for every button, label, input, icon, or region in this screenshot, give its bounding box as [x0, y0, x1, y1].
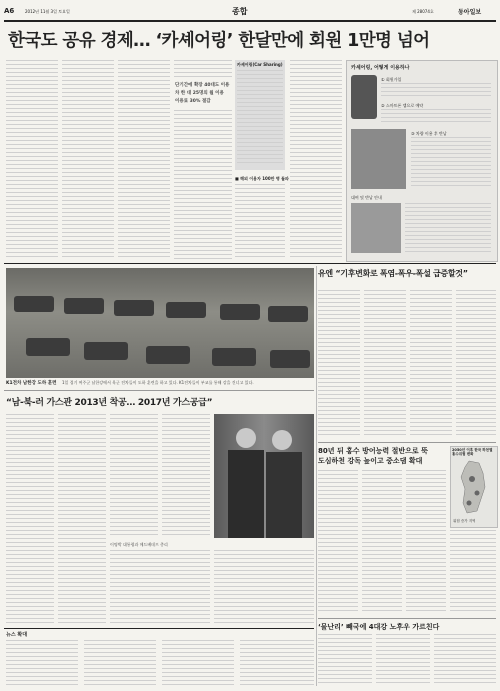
- step-3-text: [411, 137, 491, 187]
- flood-body-col-3: [406, 470, 446, 614]
- infographic-caption: 대여 및 반납 안내: [351, 195, 382, 200]
- paper-name: 동아일보: [458, 9, 482, 16]
- lead-body-col-2: [62, 60, 114, 260]
- highlight-2: 차 한 대 25명의 월 이용: [175, 91, 224, 96]
- summit-photo-caption: 이명박 대통령과 메드베데프 총리: [110, 542, 168, 547]
- un-body-col-4: [456, 290, 496, 438]
- un-headline: 유엔 “기후변화로 폭염-폭우-폭설 급증할것”: [318, 269, 468, 278]
- infographic-title: 카셰어링, 어떻게 이용하나: [351, 65, 410, 71]
- lead-body-col-4b: [174, 110, 232, 260]
- step-1-text: [381, 83, 491, 99]
- step-3: ③ 차량 이용 후 반납: [411, 131, 447, 136]
- highlight-3: 이용료 30% 절감: [175, 99, 211, 104]
- map-title: 2050년 이후 한국 하천별 홍수위험 변화: [452, 448, 493, 456]
- flood-map-box: [450, 446, 498, 528]
- briefs-title: 뉴스 확대: [6, 632, 28, 638]
- briefs-rule: [4, 628, 314, 629]
- gas-body-col-1: [6, 414, 54, 624]
- lead-subhead: ■ 해외 이용자 100만 명 돌파: [235, 176, 289, 181]
- briefs-col-3: [162, 640, 234, 686]
- lead-info-box: [235, 60, 285, 170]
- map-legend: 위험 증가 지역: [453, 519, 476, 523]
- lead-body-col-4a: [174, 60, 232, 78]
- korea-map: [457, 459, 491, 515]
- un-body-col-1: [318, 290, 360, 438]
- gas-headline: “남-북-러 가스관 2013년 착공… 2017년 가스공급”: [6, 398, 213, 408]
- river-body-col-1: [318, 634, 372, 686]
- issue-date: 2012년 11월 3일 토요일: [25, 9, 70, 14]
- lead-body-col-3: [118, 60, 170, 260]
- briefs-col-4: [240, 640, 314, 686]
- step-1: ① 회원가입: [381, 77, 402, 82]
- lead-body-col-1: [6, 60, 58, 260]
- carsharing-infographic: [346, 60, 498, 262]
- info-box-title: 카셰어링(Car Sharing): [237, 62, 283, 67]
- lead-body-col-6: [290, 60, 342, 260]
- lead-headline: 한국도 공유 경제… ‘카셰어링’ 한달만에 회원 1만명 넘어: [8, 31, 430, 51]
- section-divider-1: [4, 263, 496, 264]
- flood-headline: 80년 뒤 홍수 방어능력 절반으로 뚝: [318, 447, 428, 455]
- gas-body-col-6: [214, 550, 314, 624]
- flood-body-col-1: [318, 470, 358, 614]
- river-body-col-3: [434, 634, 496, 686]
- flood-body-col-2: [362, 470, 402, 614]
- un-body-col-3: [410, 290, 452, 438]
- issue-number: 제 28074호: [412, 9, 434, 14]
- flood-headline-2: 도심하천 강독 높이고 중소댐 확대: [318, 457, 423, 465]
- keys-photo: [351, 203, 401, 253]
- section-label: 종합: [232, 7, 248, 16]
- masthead-rule: [4, 20, 496, 22]
- summit-photo: [214, 414, 314, 538]
- highlight-1: 단기간에 확장 40대도 이용: [175, 83, 230, 88]
- column-rule-1: [316, 266, 317, 686]
- gas-body-col-2: [58, 414, 106, 624]
- section-divider-2: [4, 390, 314, 391]
- tank-photo-caption-title: K1전차 남한강 도하 훈련: [6, 381, 57, 386]
- gas-body-col-5: [110, 550, 210, 624]
- flood-body-col-4: [450, 530, 496, 614]
- tank-photo: [6, 268, 314, 378]
- phone-screen: [351, 75, 377, 119]
- lead-body-col-5: [235, 184, 285, 260]
- info-box-body: [237, 70, 283, 166]
- gas-body-col-3: [110, 414, 158, 538]
- car-photo: [351, 129, 406, 189]
- un-body-col-2: [364, 290, 406, 438]
- tank-photo-caption: 1일 경기 여주군 남한강에서 육군 전차들이 도하 훈련을 하고 있다. K1전차들이 부교를 통해 강을 건너고 있다.: [62, 380, 254, 385]
- river-body-col-2: [376, 634, 430, 686]
- caption-text: [405, 203, 491, 253]
- page-number: A6: [4, 7, 15, 15]
- step-2-text: [381, 109, 491, 125]
- section-divider-4: [318, 618, 496, 619]
- briefs-col-1: [6, 640, 78, 686]
- river-headline: ‘물난리’ 빼국에 4대강 노후우 가르친다: [318, 623, 440, 631]
- section-divider-3: [318, 442, 496, 443]
- briefs-col-2: [84, 640, 156, 686]
- gas-body-col-4: [162, 414, 210, 538]
- step-2: ② 스마트폰 앱으로 예약: [381, 103, 424, 108]
